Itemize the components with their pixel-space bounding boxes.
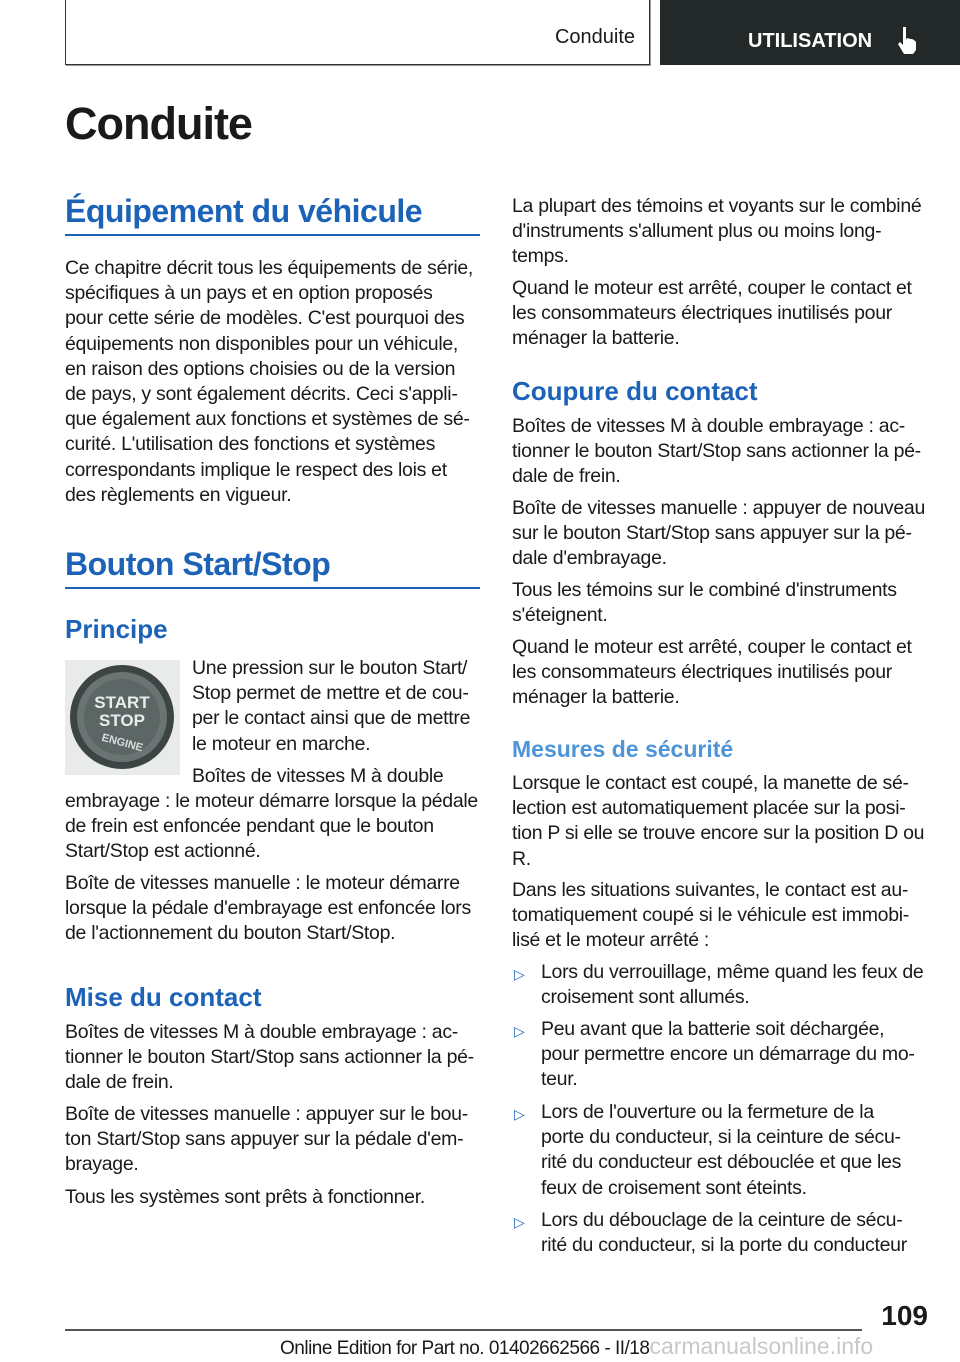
header-chapter-tab: [660, 0, 960, 65]
page-number: 109: [881, 1300, 928, 1331]
paragraph: Boîtes de vitesses M à double embrayage : ac- tionner le bouton Start/Stop sans actionner la pé- dale de frein.: [512, 415, 921, 488]
bullet-triangle-icon: ▷: [514, 1023, 525, 1039]
svg-text:STOP: STOP: [99, 711, 145, 730]
paragraph: embrayage : le moteur démarre lorsque la pédale de frein est enfoncée pendant que le bouton Start/Stop est actionné.: [65, 790, 478, 863]
list-item: Lors du débouclage de la ceinture de sécu- rité du conducteur, si la porte du conducteur: [541, 1209, 907, 1257]
watermark: carmanualsonline.info: [649, 1333, 874, 1359]
list-item: Lors du verrouillage, même quand les feux de croisement sont allumés.: [541, 961, 924, 1009]
paragraph: Quand le moteur est arrêté, couper le contact et les consommateurs électriques inutilisés pour ménager la batterie.: [512, 636, 912, 709]
edition-text: Online Edition for Part no. 01402662566 - II/18: [280, 1338, 650, 1359]
heading-principe: Principe: [65, 614, 168, 644]
paragraph: Boîte de vitesses manuelle : appuyer de nouveau sur le bouton Start/Stop sans appuyer sur la pé- dale d'embrayage.: [512, 497, 926, 570]
heading-rule: [65, 587, 480, 589]
paragraph: Boîtes de vitesses M à double embrayage : ac- tionner le bouton Start/Stop sans actionner la pé- dale de frein.: [65, 1021, 474, 1094]
heading-mesures-de-securite: Mesures de sécurité: [512, 736, 734, 762]
svg-text:START: START: [94, 693, 150, 712]
heading-coupure-du-contact: Coupure du contact: [512, 376, 758, 406]
footer-edition: [280, 1333, 873, 1360]
header-chapter-label: UTILISATION: [748, 30, 873, 52]
page-title: Conduite: [65, 98, 252, 149]
paragraph: Une pression sur le bouton Start/ Stop permet de mettre et de cou- per le contact ainsi que de mettre le moteur en marche.: [192, 657, 471, 755]
header-section-title: Conduite: [554, 26, 635, 48]
list-item: Lors de l'ouverture ou la fermeture de la porte du conducteur, si la ceinture de sécu- rité du conducteur est débouclée et que les feux de croisement sont éteints.: [541, 1101, 902, 1199]
bullet-triangle-icon: ▷: [514, 966, 525, 982]
heading-equipement: Équipement du véhicule: [65, 193, 423, 229]
header-section-box: [65, 0, 650, 65]
svg-text:ENGINE: ENGINE: [100, 731, 145, 755]
paragraph: Tous les systèmes sont prêts à fonctionner.: [65, 1186, 425, 1208]
paragraph: Boîte de vitesses manuelle : le moteur démarre lorsque la pédale d'embrayage est enfoncée lors de l'actionnement du bouton Start/Stop.: [65, 872, 471, 945]
paragraph: La plupart des témoins et voyants sur le combiné d'instruments s'allument plus ou moins long- temps.: [512, 195, 922, 268]
heading-rule: [65, 234, 480, 236]
paragraph: Quand le moteur est arrêté, couper le contact et les consommateurs électriques inutilisés pour ménager la batterie.: [512, 277, 912, 350]
paragraph: Tous les témoins sur le combiné d'instruments s'éteignent.: [512, 579, 897, 627]
bullet-triangle-icon: ▷: [514, 1214, 525, 1230]
paragraph: Dans les situations suivantes, le contact est au- tomatiquement coupé si le véhicule est immobi- lisé et le moteur arrêté :: [512, 879, 909, 952]
paragraph: Lorsque le contact est coupé, la manette de sé- lection est automatiquement placée sur la posi- tion P si elle se trouve encore sur la position D ou R.: [512, 772, 925, 870]
paragraph: Ce chapitre décrit tous les équipements de série, spécifiques à un pays et en option proposés pour cette série de modèles. C'est pourquoi des équipements non disponibles pour un véhicule, en raison des options choisies ou de la version de pays, y sont également décrits. Ceci s'appli- que également aux fonctions et systèmes de sé- curité. L'utilisation des fonctions et systèmes correspondants implique le respect des lois et des règlements en vigueur.: [65, 257, 474, 506]
paragraph: Boîte de vitesses manuelle : appuyer sur le bou- ton Start/Stop sans appuyer sur la pédale d'em- brayage.: [65, 1103, 468, 1176]
heading-bouton-start-stop: Bouton Start/Stop: [65, 546, 331, 582]
paragraph: Boîtes de vitesses M à double: [192, 765, 444, 787]
start-stop-button-image: [65, 660, 180, 775]
bullet-triangle-icon: ▷: [514, 1106, 525, 1122]
pointing-hand-icon: [895, 26, 919, 54]
footer-rule: [65, 1329, 862, 1331]
list-item: Peu avant que la batterie soit déchargée, pour permettre encore un démarrage du mo- teur.: [541, 1018, 915, 1091]
heading-mise-du-contact: Mise du contact: [65, 982, 262, 1012]
